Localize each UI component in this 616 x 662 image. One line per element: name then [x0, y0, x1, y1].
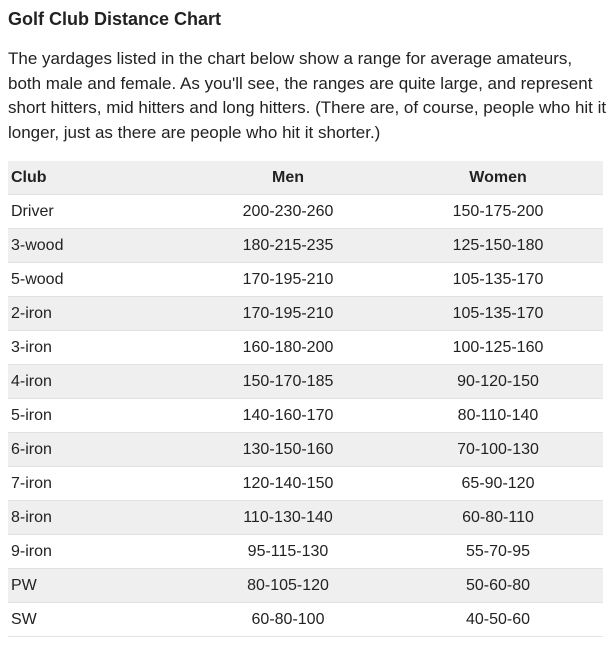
- club-cell: 7-iron: [8, 467, 183, 501]
- men-cell: 170-195-210: [183, 297, 393, 331]
- men-cell: 180-215-235: [183, 229, 393, 263]
- women-cell: 65-90-120: [393, 467, 603, 501]
- club-cell: 4-iron: [8, 365, 183, 399]
- distance-table: [8, 161, 603, 637]
- club-cell: 2-iron: [8, 297, 183, 331]
- men-cell: 80-105-120: [183, 569, 393, 603]
- table-row: [8, 365, 603, 399]
- header-men: Men: [183, 161, 393, 195]
- men-cell: 60-80-100: [183, 603, 393, 637]
- table-row: [8, 501, 603, 535]
- women-cell: 150-175-200: [393, 195, 603, 229]
- table-row: [8, 467, 603, 501]
- men-cell: 200-230-260: [183, 195, 393, 229]
- club-cell: 5-iron: [8, 399, 183, 433]
- table-row: [8, 535, 603, 569]
- table-row: [8, 433, 603, 467]
- women-cell: 90-120-150: [393, 365, 603, 399]
- intro-paragraph: The yardages listed in the chart below show a range for average amateurs, both male and female. As you'll see, the ranges are quite large, and represent short hitters, mid hitters and long hitters. (There are, of course, people who hit it longer, just as there are people who hit it shorter.): [8, 49, 607, 142]
- club-cell: 3-wood: [8, 229, 183, 263]
- club-cell: 8-iron: [8, 501, 183, 535]
- table-row: [8, 569, 603, 603]
- table-row: [8, 297, 603, 331]
- table-row: [8, 603, 603, 637]
- women-cell: 50-60-80: [393, 569, 603, 603]
- men-cell: 160-180-200: [183, 331, 393, 365]
- men-cell: 120-140-150: [183, 467, 393, 501]
- header-club: Club: [8, 161, 183, 195]
- table-row: [8, 399, 603, 433]
- club-cell: SW: [8, 603, 183, 637]
- table-row: [8, 331, 603, 365]
- women-cell: 105-135-170: [393, 263, 603, 297]
- men-cell: 95-115-130: [183, 535, 393, 569]
- women-cell: 105-135-170: [393, 297, 603, 331]
- table-row: [8, 229, 603, 263]
- header-women: Women: [393, 161, 603, 195]
- women-cell: 80-110-140: [393, 399, 603, 433]
- club-cell: 6-iron: [8, 433, 183, 467]
- club-cell: 5-wood: [8, 263, 183, 297]
- club-cell: PW: [8, 569, 183, 603]
- women-cell: 60-80-110: [393, 501, 603, 535]
- men-cell: 170-195-210: [183, 263, 393, 297]
- women-cell: 40-50-60: [393, 603, 603, 637]
- club-cell: Driver: [8, 195, 183, 229]
- women-cell: 100-125-160: [393, 331, 603, 365]
- men-cell: 140-160-170: [183, 399, 393, 433]
- page-title: Golf Club Distance Chart: [8, 9, 222, 29]
- men-cell: 110-130-140: [183, 501, 393, 535]
- men-cell: 130-150-160: [183, 433, 393, 467]
- women-cell: 70-100-130: [393, 433, 603, 467]
- table-header-row: [8, 161, 603, 195]
- women-cell: 125-150-180: [393, 229, 603, 263]
- table-row: [8, 263, 603, 297]
- women-cell: 55-70-95: [393, 535, 603, 569]
- table-row: [8, 195, 603, 229]
- club-cell: 3-iron: [8, 331, 183, 365]
- men-cell: 150-170-185: [183, 365, 393, 399]
- club-cell: 9-iron: [8, 535, 183, 569]
